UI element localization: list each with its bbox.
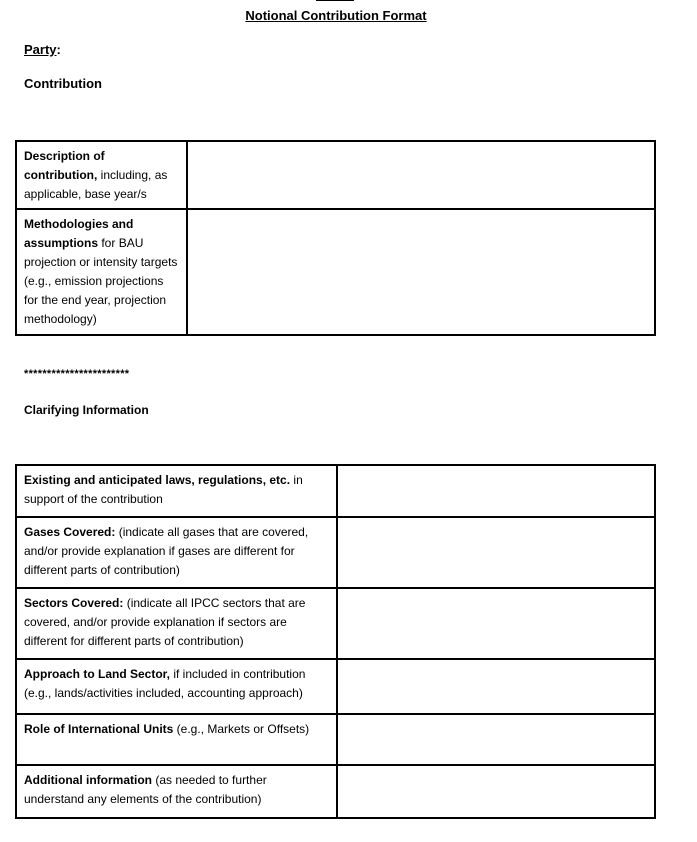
row-label [16,517,337,588]
contribution-table [15,140,656,336]
table-row [16,659,655,714]
party-label-text: Party [24,42,57,57]
row-label-text: for BAU projection or intensity targets (e.g., emission projections for the end year, projection methodology) [24,236,178,326]
document-title: Notional Contribution Format [245,8,427,23]
contribution-heading: Contribution [24,76,102,91]
row-label-bold: Methodologies and assumptions [24,217,134,250]
row-value-field[interactable] [337,659,655,714]
row-label [16,465,337,517]
row-label [16,209,187,335]
row-label [16,588,337,659]
row-label-text: (indicate all IPCC sectors that are covered, and/or provide explanation if sectors are different for different parts of contribution) [24,596,306,648]
row-value-field[interactable] [337,765,655,818]
row-value-field[interactable] [337,465,655,517]
row-label-bold: Description of contribution, [24,149,105,182]
row-label-bold: Gases Covered: [24,525,116,539]
top-rule [316,0,354,1]
party-colon: : [56,42,61,57]
section-separator: *********************** [24,368,130,380]
table-row [16,209,655,335]
party-label [24,42,61,58]
row-label-text: in support of the contribution [24,473,303,506]
clarifying-heading: Clarifying Information [24,403,149,417]
row-label [16,765,337,818]
row-label-text: if included in contribution (e.g., lands/activities included, accounting approach) [24,667,306,700]
table-row [16,465,655,517]
row-label-bold: Existing and anticipated laws, regulations, etc. [24,473,291,487]
table-row [16,765,655,818]
row-label [16,714,337,765]
row-value-field[interactable] [187,141,655,209]
row-label [16,141,187,209]
row-label-text: (indicate all gases that are covered, and/or provide explanation if gases are different for different parts of contribution) [24,525,309,577]
row-label [16,659,337,714]
row-label-text: including, as applicable, base year/s [24,168,168,201]
table-row [16,588,655,659]
row-value-field[interactable] [337,714,655,765]
row-label-bold: Additional information [24,773,152,787]
clarifying-table [15,464,656,819]
row-value-field[interactable] [337,517,655,588]
row-label-bold: Approach to Land Sector, [24,667,171,681]
row-label-bold: Sectors Covered: [24,596,124,610]
row-value-field[interactable] [337,588,655,659]
row-label-text: (e.g., Markets or Offsets) [173,722,310,736]
table-row [16,141,655,209]
row-label-bold: Role of International Units [24,722,174,736]
row-label-text: (as needed to further understand any elements of the contribution) [24,773,267,806]
row-value-field[interactable] [187,209,655,335]
table-row [16,517,655,588]
table-row [16,714,655,765]
